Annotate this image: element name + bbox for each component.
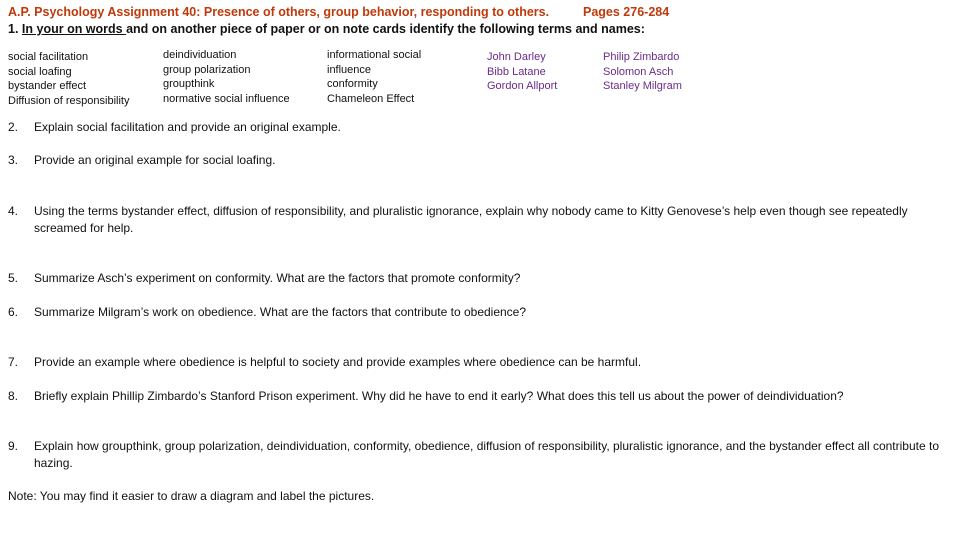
term-item: Chameleon Effect: [327, 92, 415, 105]
term-item: informational social: [327, 49, 422, 61]
name-item: Philip Zimbardo: [603, 51, 680, 63]
assignment-title: A.P. Psychology Assignment 40: Presence of others, group behavior, responding to others.: [8, 5, 550, 19]
name-item: Solomon Asch: [603, 65, 674, 78]
question-5: [8, 270, 953, 287]
question-text: Explain social facilitation and provide an original example.: [34, 120, 341, 134]
question-number: 8.: [8, 389, 19, 403]
assignment-title-line: [8, 5, 908, 19]
question-text: Provide an example where obedience is helpful to society and provide examples where obedience can be harmful.: [34, 355, 642, 369]
name-item: Gordon Allport: [487, 80, 558, 92]
name-item: John Darley: [487, 51, 546, 63]
note-text: Note: You may find it easier to draw a diagram and label the pictures.: [8, 489, 375, 503]
question-4: [8, 203, 953, 237]
question-number: 7.: [8, 355, 19, 369]
intro-instruction: [8, 22, 645, 36]
page-range: Pages 276-284: [583, 5, 670, 19]
question-8: [8, 388, 953, 405]
question-2: [8, 119, 953, 136]
question-9: [8, 438, 953, 472]
intro-underlined-text: In your on words: [21, 22, 127, 36]
question-text: Explain how groupthink, group polarization, deindividuation, conformity, obedience, diffusion of responsibility, pluralistic ignorance, and the bystander effect all contribute to hazing.: [34, 439, 939, 470]
term-item: group polarization: [163, 63, 251, 76]
question-text: Briefly explain Phillip Zimbardo’s Stanford Prison experiment. Why did he have to end it early? What does this tell us about the power of deindividuation?: [34, 389, 844, 403]
term-item: Diffusion of responsibility: [8, 94, 130, 107]
intro-number: 1.: [8, 22, 19, 36]
question-number: 5.: [8, 271, 19, 285]
question-3: [8, 152, 953, 169]
question-text: Summarize Asch’s experiment on conformity. What are the factors that promote conformity?: [34, 271, 521, 285]
term-item: influence: [327, 63, 372, 76]
question-text: Provide an original example for social loafing.: [34, 153, 276, 167]
names-column-2: [603, 50, 682, 94]
terms-column-3: [327, 48, 421, 106]
names-column-1: [487, 50, 557, 94]
term-item: conformity: [327, 78, 378, 90]
question-number: 2.: [8, 120, 19, 134]
question-text: Using the terms bystander effect, diffusion of responsibility, and pluralistic ignorance, explain why nobody came to Kitty Genovese’s help even though see repeatedly screamed for help.: [34, 204, 908, 235]
terms-column-1: [8, 50, 129, 108]
question-number: 9.: [8, 439, 19, 453]
terms-column-2: [163, 48, 290, 106]
term-item: social loafing: [8, 65, 72, 78]
question-text: Summarize Milgram’s work on obedience. What are the factors that contribute to obedience?: [34, 305, 527, 319]
term-item: bystander effect: [8, 80, 87, 92]
name-item: Bibb Latane: [487, 65, 546, 78]
term-item: deindividuation: [163, 49, 237, 61]
question-number: 6.: [8, 305, 19, 319]
term-item: groupthink: [163, 78, 215, 90]
question-7: [8, 354, 953, 371]
question-number: 4.: [8, 204, 19, 218]
term-item: social facilitation: [8, 51, 89, 63]
question-6: [8, 304, 953, 321]
intro-rest-text: and on another piece of paper or on note cards identify the following terms and names:: [126, 22, 645, 36]
name-item: Stanley Milgram: [603, 80, 682, 92]
question-number: 3.: [8, 153, 19, 167]
term-item: normative social influence: [163, 92, 290, 105]
